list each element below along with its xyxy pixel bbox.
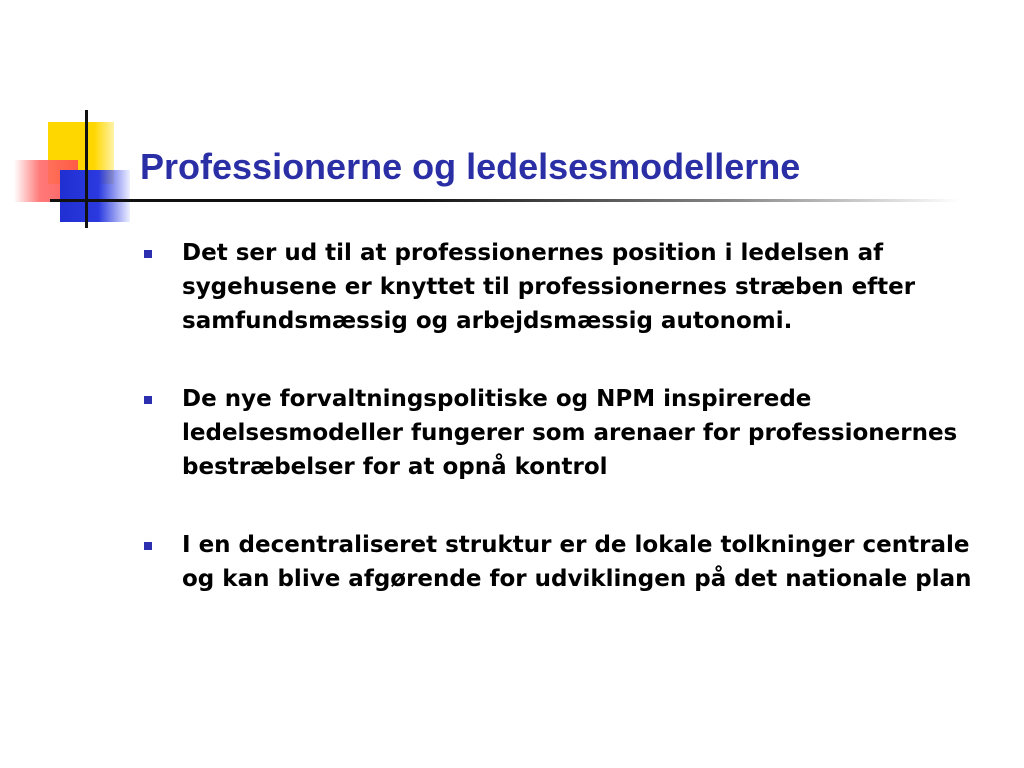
bullet-text: De nye forvaltningspolitiske og NPM inspirerede ledelsesmodeller fungerer som arenaer for professionernes bestræbelser for at opnå kontrol	[182, 386, 958, 480]
title-underline	[50, 199, 960, 202]
bullet-item	[140, 528, 1000, 596]
bullet-text: I en decentraliseret struktur er de lokale tolkninger centrale og kan blive afgørende for udviklingen på det nationale plan	[182, 532, 972, 592]
bullet-item	[140, 236, 1000, 338]
bullet-list	[140, 236, 1000, 640]
square-bullet-icon	[144, 542, 152, 550]
square-bullet-icon	[144, 250, 152, 258]
bullet-item	[140, 382, 1000, 484]
bullet-text: Det ser ud til at professionernes position i ledelsen af sygehusene er knyttet til professionernes stræben efter samfundsmæssig og arbejdsmæssig autonomi.	[182, 240, 916, 334]
color-blocks-logo	[0, 0, 200, 240]
blue-square-decoration	[60, 170, 130, 222]
slide-title: Professionerne og ledelsesmodellerne	[140, 146, 801, 187]
vertical-divider-line	[85, 110, 88, 228]
square-bullet-icon	[144, 396, 152, 404]
